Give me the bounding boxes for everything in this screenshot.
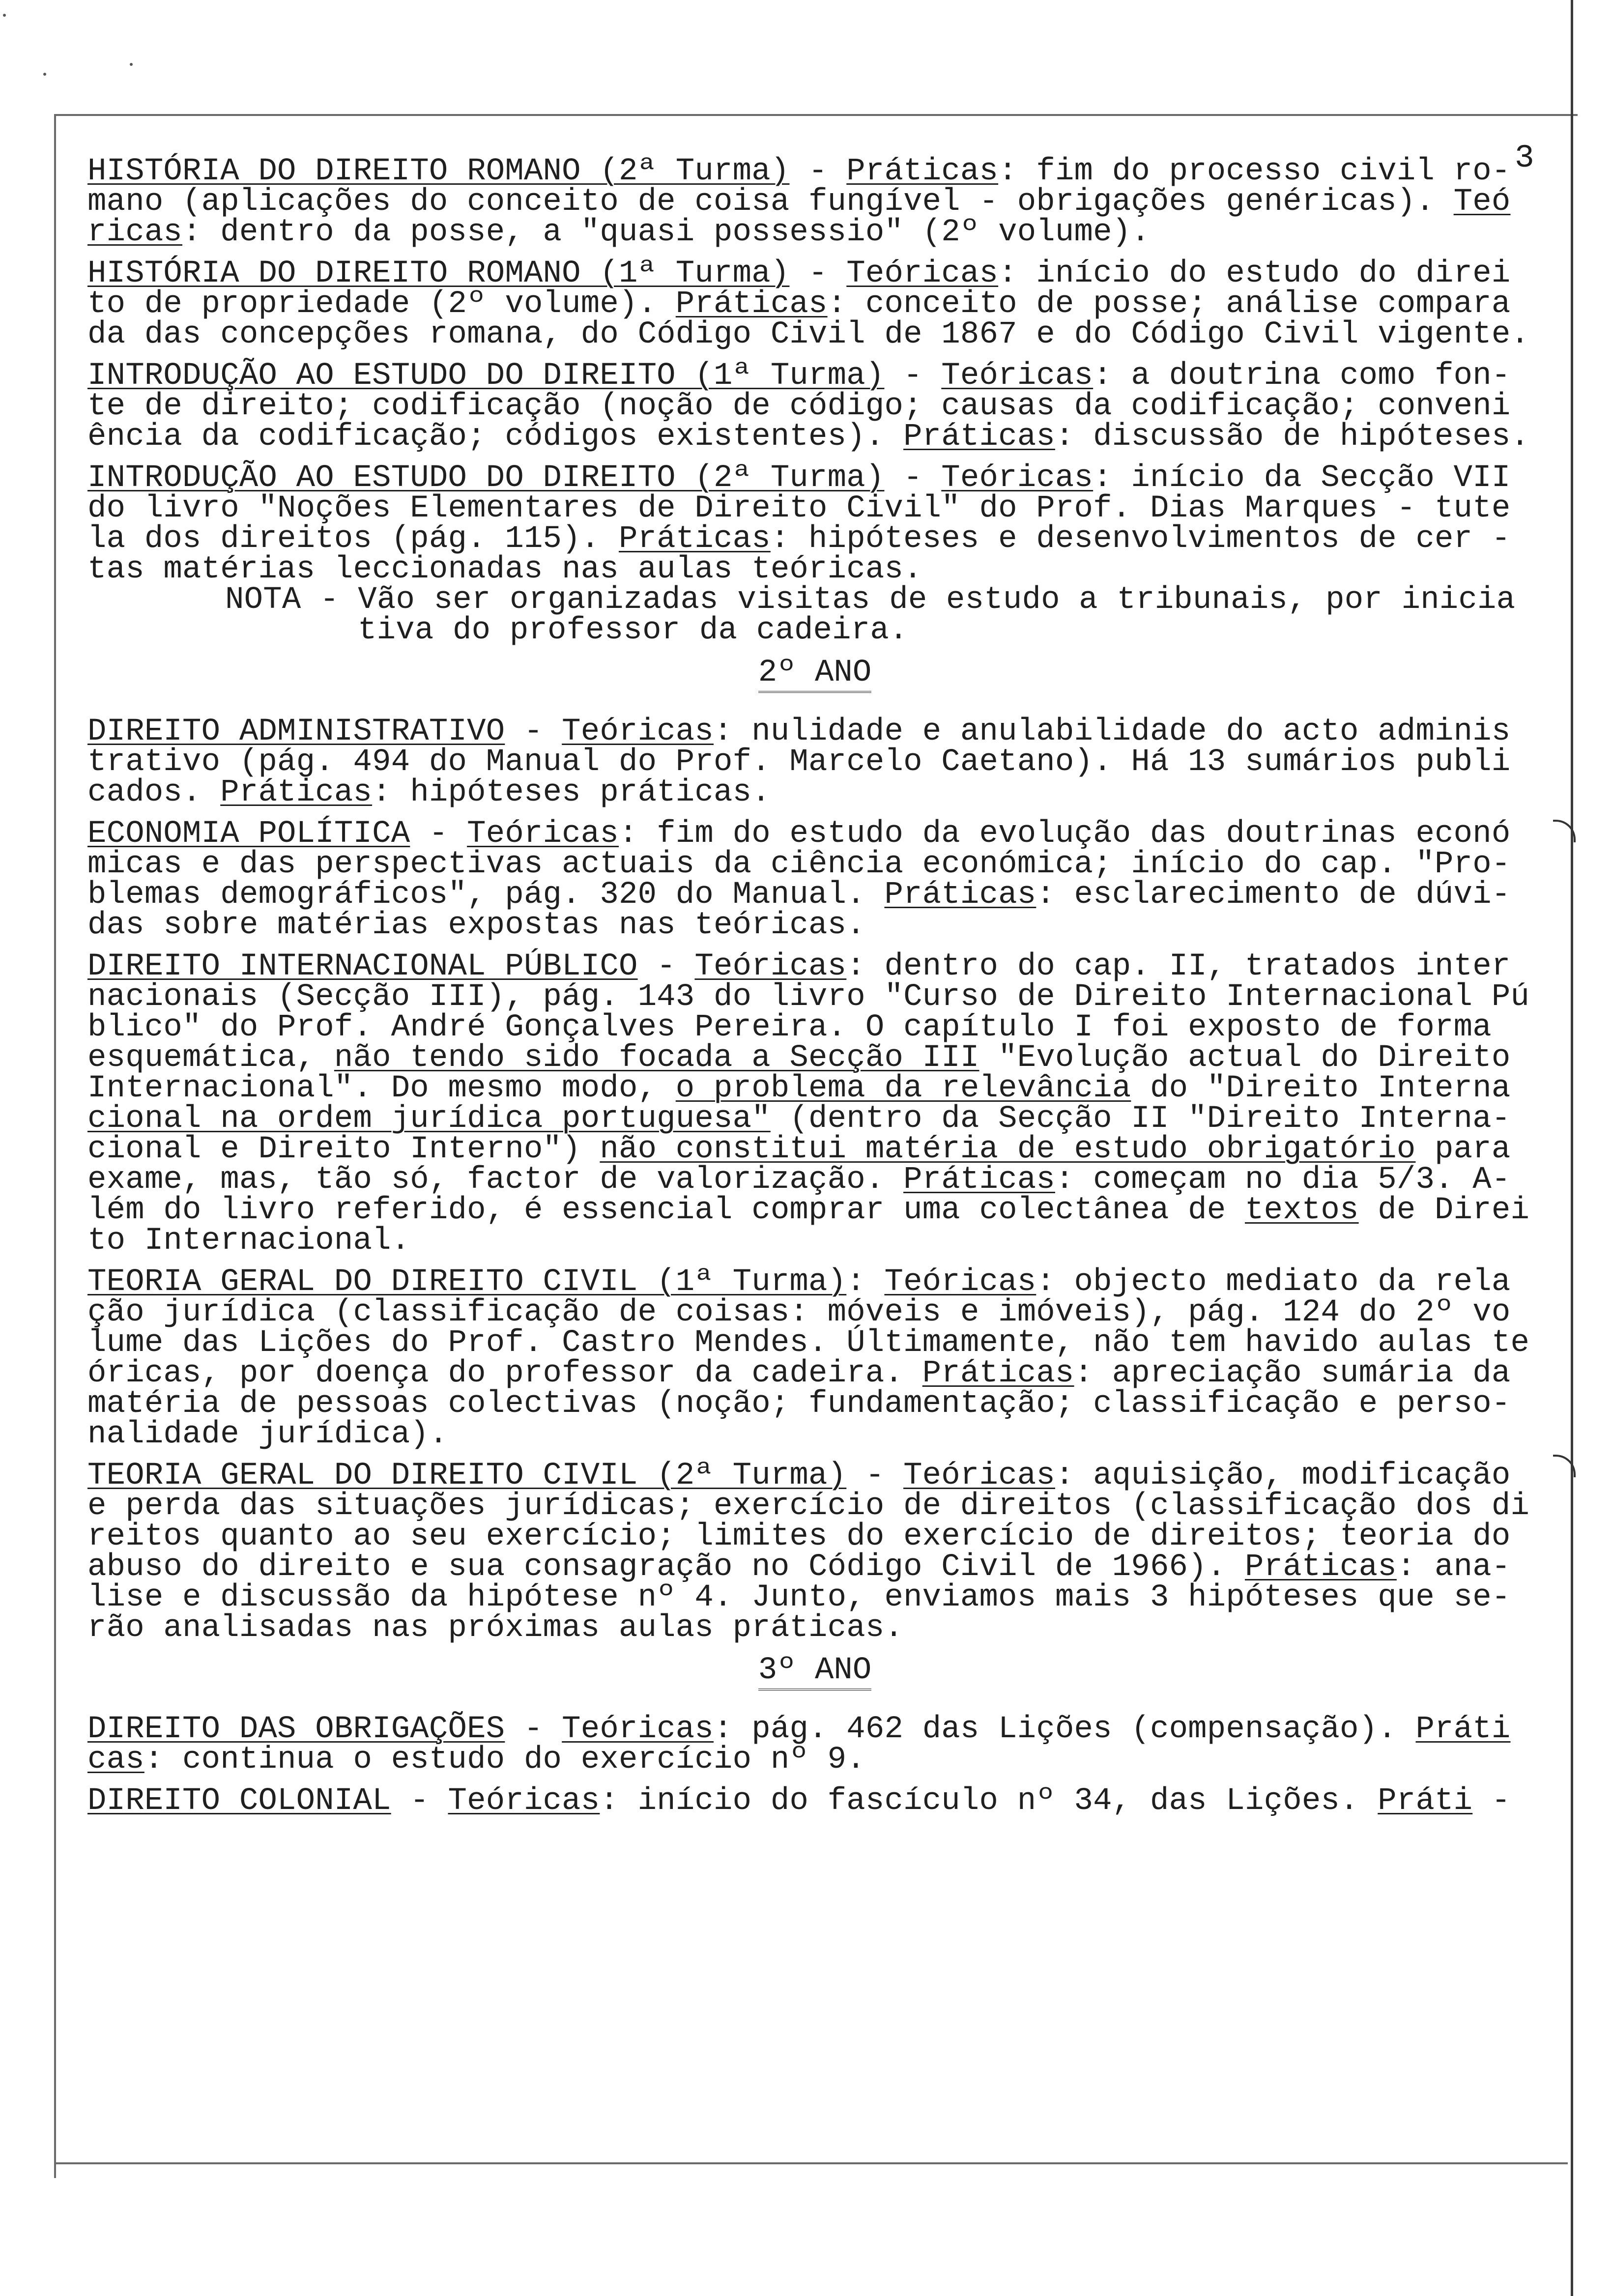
text-segment: - bbox=[789, 154, 847, 189]
text-segment: tas matérias leccionadas nas aulas teóricas. bbox=[87, 552, 922, 587]
text-segment: do livro "Noções Elementares de Direito Civil" do Prof. Dias Marques - tute bbox=[87, 491, 1511, 526]
text-segment: : a doutrina como fon- bbox=[1093, 358, 1511, 394]
underlined-text: cional na ordem jurídica portuguesa" bbox=[87, 1101, 771, 1137]
underlined-text: Teóricas bbox=[467, 816, 619, 852]
underlined-text: Teóricas bbox=[846, 256, 999, 291]
text-line bbox=[87, 319, 1542, 350]
underlined-text: ECONOMIA POLÍTICA bbox=[87, 816, 410, 852]
text-segment: to Internacional. bbox=[87, 1223, 410, 1259]
text-segment: - bbox=[637, 949, 695, 984]
course-entry bbox=[87, 1264, 1542, 1452]
text-line bbox=[87, 816, 1542, 852]
text-line bbox=[87, 258, 1542, 289]
underlined-text: DIREITO ADMINISTRATIVO bbox=[87, 714, 505, 749]
text-line bbox=[87, 1358, 1542, 1389]
text-line bbox=[87, 184, 1542, 220]
text-segment: : apreciação sumária da bbox=[1074, 1356, 1511, 1391]
text-segment: : objecto mediato da rela bbox=[1036, 1264, 1511, 1300]
text-segment: ção jurídica (classificação de coisas: móveis e imóveis), pág. 124 do 2º vo bbox=[87, 1295, 1511, 1330]
text-segment: "Evolução actual do Direito bbox=[979, 1040, 1511, 1076]
text-segment: : continua o estudo do exercício nº 9. bbox=[144, 1742, 865, 1778]
underlined-text: Teóricas bbox=[941, 358, 1094, 394]
text-segment: - bbox=[846, 1458, 904, 1493]
text-line bbox=[87, 419, 1542, 455]
text-line bbox=[87, 1297, 1542, 1328]
text-line bbox=[87, 358, 1542, 394]
text-segment: de Direi bbox=[1358, 1193, 1530, 1228]
text-segment: : começam no dia 5/3. A- bbox=[1055, 1162, 1511, 1198]
text-line bbox=[87, 1610, 1542, 1646]
course-entry bbox=[87, 1783, 1542, 1819]
text-segment: blico" do Prof. André Gonçalves Pereira. O capítulo I foi exposto de forma bbox=[87, 1010, 1492, 1045]
underlined-text: o problema da relevância bbox=[675, 1071, 1131, 1106]
text-line bbox=[87, 849, 1542, 880]
underlined-text: Teóricas bbox=[562, 1712, 714, 1747]
text-segment: : hipóteses e desenvolvimentos de cer - bbox=[770, 521, 1511, 557]
text-segment: : início do estudo do direi bbox=[998, 256, 1511, 291]
text-line bbox=[87, 460, 1542, 496]
underlined-text: DIREITO INTERNACIONAL PÚBLICO bbox=[87, 949, 638, 984]
text-segment: : aquisição, modificação bbox=[1055, 1458, 1511, 1493]
course-entry bbox=[87, 1458, 1542, 1646]
text-segment: - bbox=[884, 460, 942, 496]
text-segment: das sobre matérias expostas nas teóricas. bbox=[87, 908, 865, 943]
text-segment: exame, mas, tão só, factor de valorização. bbox=[87, 1162, 904, 1198]
text-segment: : esclarecimento de dúvi- bbox=[1036, 877, 1511, 913]
text-segment: mano (aplicações do conceito de coisa fungível - obrigações genéricas). bbox=[87, 184, 1454, 220]
year-heading-text: 2º ANO bbox=[758, 658, 871, 693]
text-line bbox=[87, 1550, 1542, 1585]
underlined-text: Teóricas bbox=[903, 1458, 1055, 1493]
underlined-text: INTRODUÇÃO AO ESTUDO DO DIREITO (1ª Turma) bbox=[87, 358, 885, 394]
text-line bbox=[87, 745, 1542, 780]
underlined-text: não constitui matéria de estudo obrigatório bbox=[600, 1132, 1416, 1167]
course-entry bbox=[87, 258, 1542, 350]
text-line bbox=[87, 217, 1542, 248]
text-segment: - bbox=[505, 1712, 562, 1747]
text-segment: : pág. 462 das Lições (compensação). bbox=[714, 1712, 1416, 1747]
text-segment: abuso do direito e sua consagração no Código Civil de 1966). bbox=[87, 1550, 1245, 1585]
text-line bbox=[87, 1223, 1542, 1259]
underlined-text: Práticas bbox=[618, 521, 771, 557]
underlined-text: ricas bbox=[87, 215, 183, 250]
text-segment: : dentro do cap. II, tratados inter bbox=[846, 949, 1511, 984]
underlined-text: Teóricas bbox=[562, 714, 714, 749]
underlined-text: Práticas bbox=[1244, 1550, 1397, 1585]
text-line bbox=[87, 156, 1542, 187]
text-segment: trativo (pág. 494 do Manual do Prof. Marcelo Caetano). Há 13 sumários publi bbox=[87, 745, 1511, 780]
text-line bbox=[87, 1264, 1542, 1300]
text-segment: Internacional". Do mesmo modo, bbox=[87, 1071, 676, 1106]
text-line bbox=[87, 777, 1542, 808]
text-line bbox=[87, 910, 1542, 941]
text-segment: ência da codificação; códigos existentes). bbox=[87, 419, 904, 455]
text-segment: : conceito de posse; análise compara bbox=[827, 287, 1511, 322]
scan-mark bbox=[130, 63, 133, 66]
underlined-text: TEORIA GERAL DO DIREITO CIVIL (2ª Turma) bbox=[87, 1458, 847, 1493]
underlined-text: Práticas bbox=[922, 1356, 1074, 1391]
text-line bbox=[87, 979, 1542, 1015]
text-segment: : nulidade e anulabilidade do acto adminis bbox=[714, 714, 1511, 749]
underlined-text: Práticas bbox=[884, 877, 1036, 913]
text-line bbox=[87, 951, 1542, 982]
underlined-text: Práti bbox=[1378, 1783, 1473, 1819]
underlined-text: Teóricas bbox=[448, 1783, 600, 1819]
text-line bbox=[87, 287, 1542, 322]
underlined-text: Práticas bbox=[846, 154, 999, 189]
text-line bbox=[87, 1419, 1542, 1450]
text-segment: lise e discussão da hipótese nº 4. Junto, enviamos mais 3 hipóteses que se- bbox=[87, 1580, 1511, 1615]
course-entry bbox=[87, 460, 1542, 648]
page-border-right bbox=[1571, 0, 1573, 2296]
text-segment: blemas demográficos", pág. 320 do Manual. bbox=[87, 877, 885, 913]
text-segment: - bbox=[391, 1783, 448, 1819]
text-line bbox=[87, 714, 1542, 749]
text-segment: do "Direito Interna bbox=[1131, 1071, 1511, 1106]
text-line bbox=[87, 1073, 1542, 1104]
text-segment: lém do livro referido, é essencial comprar uma colectânea de bbox=[87, 1193, 1245, 1228]
underlined-text: DIREITO COLONIAL bbox=[87, 1783, 391, 1819]
underlined-text: Teó bbox=[1453, 184, 1511, 220]
text-segment: para bbox=[1415, 1132, 1511, 1167]
underlined-text: Práti bbox=[1415, 1712, 1511, 1747]
underlined-text: Teóricas bbox=[941, 460, 1094, 496]
text-segment: : hipóteses práticas. bbox=[372, 775, 771, 810]
text-line bbox=[87, 1101, 1542, 1137]
text-line bbox=[87, 493, 1542, 524]
text-line bbox=[87, 1521, 1542, 1552]
text-segment: esquemática, bbox=[87, 1040, 334, 1076]
text-segment: : início do fascículo nº 34, das Lições. bbox=[600, 1783, 1378, 1819]
page-number: 3 bbox=[1515, 140, 1534, 176]
text-line bbox=[87, 1742, 1542, 1778]
text-line bbox=[87, 1783, 1542, 1819]
underlined-text: TEORIA GERAL DO DIREITO CIVIL (1ª Turma) bbox=[87, 1264, 847, 1300]
course-entry bbox=[87, 358, 1542, 455]
note-line: NOTA - Vão ser organizadas visitas de estudo a tribunais, por inicia bbox=[225, 582, 1516, 618]
text-segment: cados. bbox=[87, 775, 221, 810]
underlined-text: Práticas bbox=[903, 419, 1055, 455]
scan-mark bbox=[43, 73, 46, 76]
text-segment: : fim do estudo da evolução das doutrinas econó bbox=[619, 816, 1511, 852]
text-line bbox=[87, 1582, 1542, 1613]
text-segment: la dos direitos (pág. 115). bbox=[87, 521, 619, 557]
text-segment: lume das Lições do Prof. Castro Mendes. Últimamente, não tem havido aulas te bbox=[87, 1325, 1530, 1361]
page-border-top bbox=[54, 114, 1578, 116]
document-body bbox=[87, 156, 1542, 1827]
text-segment: (dentro da Secção II "Direito Interna- bbox=[770, 1101, 1511, 1137]
underlined-text: Teóricas bbox=[694, 949, 847, 984]
text-line bbox=[87, 1040, 1542, 1076]
underlined-text: Práticas bbox=[675, 287, 828, 322]
text-segment: : início da Secção VII bbox=[1093, 460, 1511, 496]
text-segment: to de propriedade (2º volume). bbox=[87, 287, 676, 322]
text-line bbox=[87, 1458, 1542, 1493]
course-entry bbox=[87, 816, 1542, 943]
text-line bbox=[87, 1489, 1542, 1524]
course-entry bbox=[87, 949, 1542, 1259]
underlined-text: não tendo sido focada a Secção III bbox=[334, 1040, 979, 1076]
text-line bbox=[87, 1714, 1542, 1745]
year-heading bbox=[87, 1655, 1542, 1686]
text-line bbox=[87, 1386, 1542, 1422]
text-line bbox=[87, 1195, 1542, 1226]
year-heading-text: 3º ANO bbox=[758, 1655, 871, 1691]
course-entry bbox=[87, 156, 1542, 248]
scan-mark bbox=[3, 14, 6, 17]
text-segment: nalidade jurídica). bbox=[87, 1417, 448, 1452]
text-segment: : dentro da posse, a "quasi possessio" (2º volume). bbox=[182, 215, 1150, 250]
page-border-left bbox=[54, 114, 56, 2178]
text-segment: - bbox=[789, 256, 847, 291]
underlined-text: Práticas bbox=[220, 775, 373, 810]
underlined-text: Práticas bbox=[903, 1162, 1055, 1198]
text-segment: te de direito; codificação (noção de código; causas da codificação; conveni bbox=[87, 389, 1511, 424]
text-line bbox=[87, 554, 1542, 585]
text-line bbox=[87, 1162, 1542, 1198]
text-segment: e perda das situações jurídicas; exercício de direitos (classificação dos di bbox=[87, 1489, 1530, 1524]
underlined-text: HISTÓRIA DO DIREITO ROMANO (1ª Turma) bbox=[87, 256, 790, 291]
text-segment: rão analisadas nas próximas aulas práticas. bbox=[87, 1610, 904, 1646]
underlined-text: INTRODUÇÃO AO ESTUDO DO DIREITO (2ª Turma) bbox=[87, 460, 885, 496]
text-line bbox=[87, 391, 1542, 422]
text-segment: micas e das perspectivas actuais da ciência económica; início do cap. "Pro- bbox=[87, 847, 1511, 882]
course-entry bbox=[87, 1712, 1542, 1778]
year-heading bbox=[87, 655, 1542, 690]
text-segment: óricas, por doença do professor da cadeira. bbox=[87, 1356, 922, 1391]
text-segment: nacionais (Secção III), pág. 143 do livro "Curso de Direito Internacional Pú bbox=[87, 979, 1530, 1015]
text-segment: : bbox=[846, 1264, 885, 1300]
text-segment: : fim do processo civil ro- bbox=[998, 154, 1511, 189]
underlined-text: HISTÓRIA DO DIREITO ROMANO (2ª Turma) bbox=[87, 154, 790, 189]
text-segment: matéria de pessoas colectivas (noção; fundamentação; classificação e perso- bbox=[87, 1386, 1511, 1422]
text-line bbox=[87, 877, 1542, 913]
page-border-bottom bbox=[54, 2162, 1568, 2164]
underlined-text: DIREITO DAS OBRIGAÇÕES bbox=[87, 1712, 505, 1747]
text-segment: - bbox=[410, 816, 467, 852]
text-segment: : discussão de hipóteses. bbox=[1055, 419, 1530, 455]
text-segment: cional e Direito Interno") bbox=[87, 1132, 600, 1167]
text-line bbox=[87, 1134, 1542, 1165]
text-line bbox=[87, 1012, 1542, 1043]
text-segment: : ana- bbox=[1396, 1550, 1511, 1585]
course-entry bbox=[87, 714, 1542, 810]
text-segment: da das concepções romana, do Código Civil de 1867 e do Código Civil vigente. bbox=[87, 317, 1530, 352]
text-line bbox=[87, 1325, 1542, 1361]
text-segment: - bbox=[1472, 1783, 1511, 1819]
text-segment: - bbox=[884, 358, 942, 394]
text-segment: reitos quanto ao seu exercício; limites do exercício de direitos; teoria do bbox=[87, 1519, 1511, 1554]
note-line: tiva do professor da cadeira. bbox=[358, 613, 908, 648]
underlined-text: cas bbox=[87, 1742, 144, 1778]
underlined-text: Teóricas bbox=[884, 1264, 1036, 1300]
underlined-text: textos bbox=[1244, 1193, 1359, 1228]
text-line bbox=[87, 521, 1542, 557]
text-segment: - bbox=[505, 714, 562, 749]
